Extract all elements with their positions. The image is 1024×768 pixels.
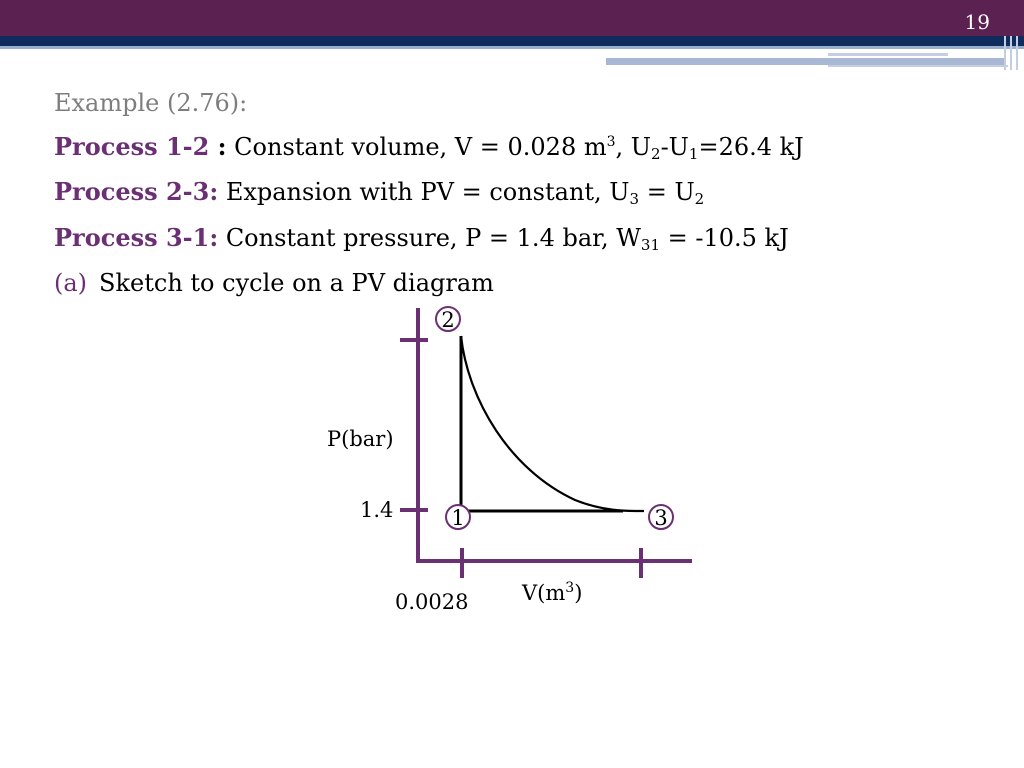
item-a-label: (a) [54,269,88,297]
process-3-1-label: Process 3-1: [54,222,219,252]
process-3-1-text: Constant pressure, P = 1.4 bar, W [218,223,641,252]
v-tick-label: 0.0028 [395,590,469,614]
process-2-3-text: Expansion with PV = constant, U [218,178,630,206]
x-axis-label-sup: 3 [565,580,575,596]
process-2-3-curve-pv-constant [461,336,644,511]
process-2-3-text: = U [639,178,695,206]
x-axis-label [521,580,582,605]
process-1-2-colon: : [209,131,227,161]
process-1-2-text: -U [660,132,689,161]
subscript: 2 [651,144,661,163]
superscript: 3 [606,133,616,150]
process-3-1-text: = -10.5 kJ [660,223,789,252]
y-axis-label: P(bar) [327,427,394,451]
p-tick-label: 1.4 [360,498,394,522]
state-3-label: 3 [654,506,668,530]
state-2-label: 2 [441,308,455,332]
subscript: 31 [640,235,660,254]
item-a-text: Sketch to cycle on a PV diagram [99,269,494,297]
process-1-2-text: Constant volume, V = 0.028 m [226,132,607,161]
process-1-2-text: =26.4 kJ [698,132,804,161]
subscript: 3 [629,190,640,208]
subscript: 2 [694,190,705,208]
page-number: 19 [964,10,990,34]
subscript: 1 [688,144,699,163]
x-axis-label-base: V(m [522,581,566,605]
example-heading: Example (2.76): [54,89,248,117]
state-1-label: 1 [451,506,465,530]
x-axis-label-close: ) [574,581,583,605]
process-2-3-label: Process 2-3: [54,177,219,206]
process-1-2-label: Process 1-2 [54,131,210,161]
process-1-2-text: , U [615,132,652,161]
